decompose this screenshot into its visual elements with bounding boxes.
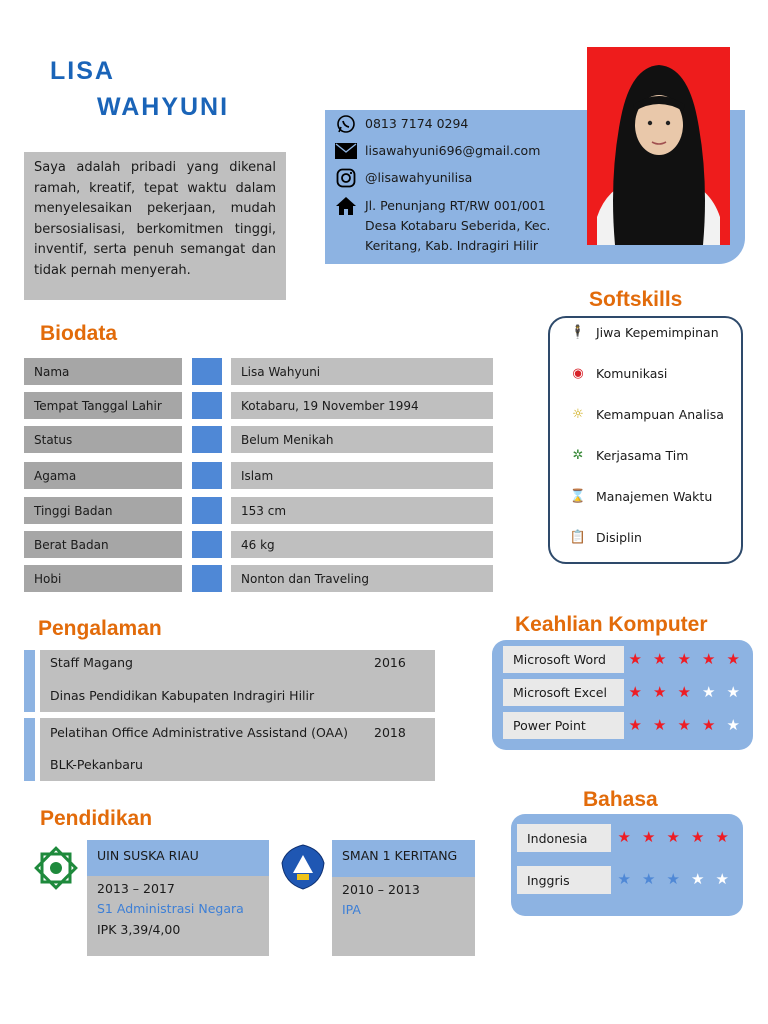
education-major: IPA — [342, 902, 361, 917]
computer-skill-rating — [626, 683, 749, 701]
computer-skill-label: Power Point — [503, 712, 624, 739]
biodata-marker — [192, 426, 222, 453]
education-years: 2013 – 2017 — [97, 881, 175, 896]
whatsapp-icon — [335, 114, 357, 134]
experience-role: Staff Magang — [50, 655, 133, 670]
biodata-value: Belum Menikah — [231, 426, 493, 453]
rating-star-icon: ★ — [617, 870, 637, 888]
rating-star-icon: ★ — [715, 870, 735, 888]
lightbulb-icon: ☼ — [572, 406, 584, 422]
experience-org: Dinas Pendidikan Kabupaten Indragiri Hilir — [50, 688, 315, 703]
experience-org: BLK-Pekanbaru — [50, 757, 143, 772]
rating-star-icon: ★ — [702, 716, 722, 734]
softskill-label: Kemampuan Analisa — [596, 406, 724, 422]
rating-star-icon: ★ — [677, 716, 697, 734]
education-major: S1 Administrasi Negara — [97, 901, 244, 916]
biodata-value: Lisa Wahyuni — [231, 358, 493, 385]
biodata-value: 153 cm — [231, 497, 493, 524]
softskill-item — [568, 363, 667, 383]
experience-marker — [24, 718, 35, 781]
softskills-title: Softskills — [589, 288, 683, 311]
experience-year: 2018 — [374, 725, 406, 740]
softskill-label: Disiplin — [596, 529, 642, 545]
language-rating — [615, 870, 738, 888]
computer-skills-title: Keahlian Komputer — [515, 613, 708, 636]
last-name: WAHYUNI — [97, 93, 230, 121]
softskill-item — [568, 486, 712, 506]
biodata-marker — [192, 462, 222, 489]
address-line-3: Keritang, Kab. Indragiri Hilir — [365, 238, 539, 253]
contact-instagram-row — [335, 168, 472, 188]
biodata-marker — [192, 565, 222, 592]
languages-title: Bahasa — [583, 788, 658, 811]
softskill-item — [568, 404, 724, 424]
hourglass-icon: ⌛ — [569, 488, 587, 504]
address-line-2: Desa Kotabaru Seberida, Kec. — [365, 218, 551, 233]
experience-title: Pengalaman — [38, 617, 162, 640]
rating-star-icon: ★ — [677, 683, 697, 701]
address-line-1: Jl. Penunjang RT/RW 001/001 — [365, 198, 546, 213]
education-gpa: IPK 3,39/4,00 — [97, 922, 181, 937]
rating-star-icon: ★ — [653, 683, 673, 701]
home-icon — [335, 196, 357, 216]
rating-star-icon: ★ — [691, 828, 711, 846]
university-logo-icon — [34, 845, 78, 891]
instagram-text: @lisawahyunilisa — [365, 170, 473, 185]
first-name: LISA — [50, 57, 115, 85]
biodata-label: Agama — [24, 462, 182, 489]
biodata-marker — [192, 392, 222, 419]
biodata-marker — [192, 497, 222, 524]
education-title: Pendidikan — [40, 807, 153, 830]
rating-star-icon: ★ — [691, 870, 711, 888]
computer-skill-label: Microsoft Excel — [503, 679, 624, 706]
instagram-icon — [335, 168, 357, 188]
rating-star-icon: ★ — [702, 650, 722, 668]
rating-star-icon: ★ — [726, 683, 746, 701]
rating-star-icon: ★ — [628, 650, 648, 668]
education-years: 2010 – 2013 — [342, 882, 420, 897]
education-school: SMAN 1 KERITANG — [332, 840, 475, 877]
address-block — [365, 196, 550, 256]
computer-skill-rating — [626, 650, 749, 668]
biodata-marker — [192, 358, 222, 385]
rating-star-icon: ★ — [666, 870, 686, 888]
softskill-label: Kerjasama Tim — [596, 447, 689, 463]
rating-star-icon: ★ — [628, 716, 648, 734]
biodata-marker — [192, 531, 222, 558]
phone-text: 0813 7174 0294 — [365, 116, 469, 131]
education-school: UIN SUSKA RIAU — [87, 840, 269, 876]
contact-email-row — [335, 141, 540, 161]
mail-icon — [335, 141, 357, 161]
language-label: Inggris — [517, 866, 611, 894]
biodata-label: Status — [24, 426, 182, 453]
biodata-label: Hobi — [24, 565, 182, 592]
rating-star-icon: ★ — [653, 650, 673, 668]
rating-star-icon: ★ — [726, 650, 746, 668]
softskill-item — [568, 322, 719, 342]
education-details — [87, 876, 269, 956]
biodata-label: Tinggi Badan — [24, 497, 182, 524]
softskill-label: Manajemen Waktu — [596, 488, 713, 504]
rating-star-icon: ★ — [726, 716, 746, 734]
softskill-item — [568, 527, 642, 547]
softskill-label: Jiwa Kepemimpinan — [596, 324, 719, 340]
experience-role: Pelatihan Office Administrative Assistand (OAA) — [50, 725, 348, 740]
summary: Saya adalah pribadi yang dikenal ramah, kreatif, tepat waktu dalam menyelesaikan pekerjaan, mudah bersosialisasi, berkomitmen tinggi, inventif, serta penuh semangat dan tidak pernah menyerah. — [24, 152, 286, 300]
rating-star-icon: ★ — [617, 828, 637, 846]
computer-skill-label: Microsoft Word — [503, 646, 624, 673]
contact-address-row — [335, 196, 550, 256]
computer-skill-rating — [626, 716, 749, 734]
softskill-item — [568, 445, 688, 465]
rating-star-icon: ★ — [642, 870, 662, 888]
biodata-label: Nama — [24, 358, 182, 385]
clipboard-icon: 📋 — [569, 529, 587, 545]
experience-item — [40, 718, 435, 781]
language-rating — [615, 828, 738, 846]
rating-star-icon: ★ — [666, 828, 686, 846]
rating-star-icon: ★ — [628, 683, 648, 701]
softskills-box — [548, 316, 743, 564]
profile-photo — [587, 47, 730, 245]
biodata-value: Kotabaru, 19 November 1994 — [231, 392, 493, 419]
team-icon: ✲ — [572, 447, 584, 463]
biodata-value: Islam — [231, 462, 493, 489]
biodata-value: 46 kg — [231, 531, 493, 558]
experience-year: 2016 — [374, 655, 406, 670]
rating-star-icon: ★ — [702, 683, 722, 701]
softskill-label: Komunikasi — [596, 365, 668, 381]
biodata-label: Tempat Tanggal Lahir — [24, 392, 182, 419]
contact-phone-row — [335, 114, 468, 134]
rating-star-icon: ★ — [642, 828, 662, 846]
email-text: lisawahyuni696@gmail.com — [365, 143, 541, 158]
rating-star-icon: ★ — [715, 828, 735, 846]
speech-icon: ◉ — [572, 365, 584, 381]
education-details — [332, 877, 475, 956]
rating-star-icon: ★ — [677, 650, 697, 668]
biodata-title: Biodata — [40, 322, 118, 345]
leader-icon: 🕴 — [569, 324, 587, 340]
rating-star-icon: ★ — [653, 716, 673, 734]
experience-marker — [24, 650, 35, 712]
biodata-value: Nonton dan Traveling — [231, 565, 493, 592]
biodata-label: Berat Badan — [24, 531, 182, 558]
school-logo-icon — [280, 843, 326, 891]
experience-item — [40, 650, 435, 712]
language-label: Indonesia — [517, 824, 611, 852]
